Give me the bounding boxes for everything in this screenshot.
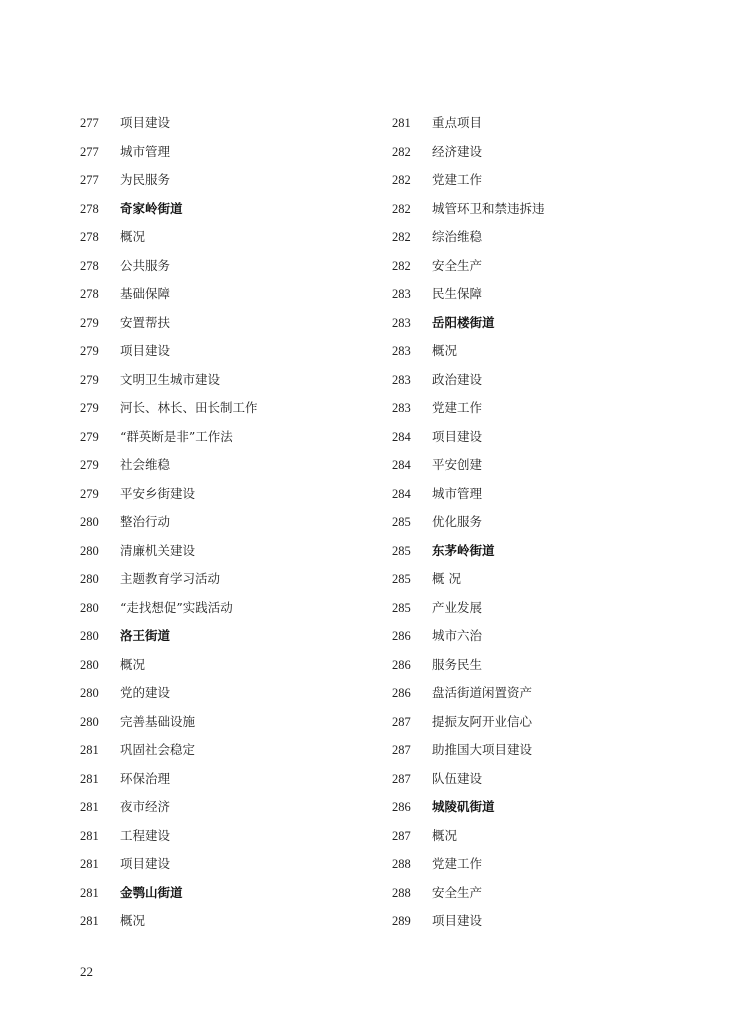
toc-entry-title: 助推国大项目建设 — [432, 742, 533, 757]
toc-entry-title: 城市六治 — [432, 628, 483, 643]
toc-page-number: 285 — [392, 543, 411, 558]
toc-page-number: 288 — [392, 857, 411, 871]
toc-entry-title: 主题教育学习活动 — [120, 571, 221, 586]
toc-page-number: 280 — [80, 515, 99, 529]
toc-entry — [80, 708, 380, 737]
toc-entry — [80, 337, 380, 366]
toc-entry — [392, 451, 712, 480]
toc-page-number: 281 — [392, 116, 411, 130]
toc-page-number: 284 — [392, 458, 411, 472]
toc-section-title: 洛王街道 — [120, 628, 171, 643]
toc-right-column — [392, 109, 712, 936]
toc-entry — [80, 565, 380, 594]
toc-entry — [80, 822, 380, 851]
toc-entry — [80, 309, 380, 338]
toc-section-title: 岳阳楼街道 — [432, 314, 495, 330]
toc-entry — [392, 166, 712, 195]
toc-entry-title: 基础保障 — [120, 286, 171, 301]
toc-entry-title: 党建工作 — [432, 856, 483, 871]
toc-page-number: 281 — [80, 828, 99, 843]
toc-entry — [392, 252, 712, 281]
toc-entry-title: 概况 — [432, 343, 458, 358]
toc-entry-title: “群英断是非”工作法 — [120, 428, 233, 444]
toc-entry — [80, 537, 380, 566]
toc-entry — [80, 480, 380, 509]
toc-section-heading — [392, 793, 712, 822]
toc-page-number: 286 — [392, 629, 411, 643]
toc-page-number: 280 — [80, 572, 99, 586]
toc-page-number: 282 — [392, 144, 411, 159]
toc-page-number: 278 — [80, 287, 99, 301]
toc-entry — [392, 508, 712, 537]
toc-page-number: 284 — [392, 486, 411, 501]
toc-page-number: 277 — [80, 144, 99, 159]
toc-entry-title: 服务民生 — [432, 656, 483, 672]
toc-entry-title: 概况 — [120, 913, 146, 928]
toc-entry — [392, 223, 712, 252]
toc-page-number: 285 — [392, 572, 411, 586]
toc-page-number: 278 — [80, 201, 99, 216]
toc-entry-title: 社会维稳 — [120, 457, 171, 472]
page-number: 22 — [80, 964, 93, 979]
toc-entry-title: 概况 — [120, 229, 146, 244]
toc-page-number: 280 — [80, 714, 99, 729]
toc-entry — [80, 594, 380, 623]
toc-page-number: 280 — [80, 629, 99, 643]
toc-page-number: 281 — [80, 857, 99, 871]
toc-page-number: 285 — [392, 515, 411, 529]
toc-entry — [80, 280, 380, 309]
toc-section-title: 金鹗山街道 — [120, 884, 183, 900]
toc-page-number: 279 — [80, 344, 99, 358]
toc-page-number: 285 — [392, 600, 411, 615]
toc-page-number: 281 — [80, 914, 99, 928]
toc-entry-title: 民生保障 — [432, 286, 483, 301]
toc-page-number: 287 — [392, 828, 411, 843]
toc-page-number: 279 — [80, 429, 99, 444]
toc-entry — [80, 850, 380, 879]
toc-entry-title: 安全生产 — [432, 257, 483, 273]
toc-section-heading — [80, 879, 380, 908]
toc-section-title: 东茅岭街道 — [432, 542, 495, 558]
toc-page-number: 286 — [392, 800, 411, 814]
toc-entry-title: 党的建设 — [120, 685, 171, 700]
toc-entry-title: 为民服务 — [120, 172, 171, 187]
toc-entry — [392, 366, 712, 395]
toc-entry-title: 公共服务 — [120, 257, 171, 273]
toc-page-number: 281 — [80, 800, 99, 814]
toc-entry — [80, 138, 380, 167]
toc-page-number: 286 — [392, 686, 411, 700]
toc-page-number: 283 — [392, 287, 411, 301]
toc-entry-title: 项目建设 — [120, 343, 171, 358]
toc-page-number: 287 — [392, 771, 411, 786]
toc-entry — [392, 622, 712, 651]
toc-entry — [392, 850, 712, 879]
toc-page-number: 280 — [80, 543, 99, 558]
toc-entry-title: 整治行动 — [120, 514, 171, 529]
toc-page-number: 283 — [392, 401, 411, 415]
toc-page-number: 279 — [80, 458, 99, 472]
toc-entry-title: 安置帮扶 — [120, 314, 171, 330]
toc-entry — [392, 337, 712, 366]
toc-entry-title: 优化服务 — [432, 514, 483, 529]
toc-entry-title: 平安乡街建设 — [120, 485, 196, 501]
toc-page-number: 280 — [80, 657, 99, 672]
toc-entry — [80, 109, 380, 138]
toc-entry — [80, 765, 380, 794]
toc-entry — [392, 736, 712, 765]
toc-entry — [80, 736, 380, 765]
toc-entry — [392, 394, 712, 423]
toc-page-number: 280 — [80, 600, 99, 615]
toc-entry — [392, 679, 712, 708]
toc-page-number: 279 — [80, 372, 99, 387]
toc-entry — [80, 366, 380, 395]
toc-entry-title: 河长、林长、田长制工作 — [120, 400, 258, 415]
toc-page-number: 279 — [80, 401, 99, 415]
toc-page-number: 279 — [80, 486, 99, 501]
toc-entry-title: 项目建设 — [120, 856, 171, 871]
toc-entry-title: 重点项目 — [432, 115, 483, 130]
toc-section-heading — [80, 622, 380, 651]
toc-page-number: 288 — [392, 885, 411, 900]
toc-entry — [80, 166, 380, 195]
toc-page-number: 282 — [392, 201, 411, 216]
toc-entry-title: 项目建设 — [432, 428, 483, 444]
toc-page-number: 282 — [392, 230, 411, 244]
toc-entry — [392, 879, 712, 908]
toc-section-heading — [392, 309, 712, 338]
toc-entry — [80, 907, 380, 936]
toc-entry-title: 党建工作 — [432, 400, 483, 415]
toc-entry — [392, 594, 712, 623]
toc-page-number: 282 — [392, 258, 411, 273]
toc-page-number: 282 — [392, 173, 411, 187]
toc-entry — [80, 508, 380, 537]
toc-page-number: 277 — [80, 173, 99, 187]
toc-page-number: 287 — [392, 714, 411, 729]
toc-section-heading — [392, 537, 712, 566]
toc-left-column — [80, 109, 380, 936]
toc-page-number: 289 — [392, 914, 411, 928]
toc-entry-title: 夜市经济 — [120, 799, 171, 814]
toc-entry — [392, 907, 712, 936]
toc-entry-title: 概况 — [120, 656, 146, 672]
toc-entry-title: 概 况 — [432, 571, 461, 586]
toc-entry — [80, 651, 380, 680]
toc-entry — [80, 451, 380, 480]
toc-page-number: 278 — [80, 258, 99, 273]
toc-entry — [392, 423, 712, 452]
toc-page-number: 277 — [80, 116, 99, 130]
toc-page-number: 283 — [392, 344, 411, 358]
toc-entry — [392, 109, 712, 138]
toc-entry — [392, 565, 712, 594]
toc-page-number: 280 — [80, 686, 99, 700]
toc-entry-title: 综治维稳 — [432, 229, 483, 244]
toc-entry-title: 产业发展 — [432, 599, 483, 615]
toc-entry-title: 项目建设 — [432, 913, 483, 928]
toc-page-number: 286 — [392, 657, 411, 672]
toc-entry-title: 安全生产 — [432, 884, 483, 900]
toc-entry — [392, 651, 712, 680]
toc-page-number: 283 — [392, 315, 411, 330]
toc-page-number: 281 — [80, 771, 99, 786]
toc-entry — [392, 708, 712, 737]
toc-entry — [80, 679, 380, 708]
toc-page-number: 287 — [392, 743, 411, 757]
toc-entry-title: 工程建设 — [120, 827, 171, 843]
toc-entry-title: “走找想促”实践活动 — [120, 599, 233, 615]
toc-entry-title: 文明卫生城市建设 — [120, 371, 221, 387]
toc-page-number: 283 — [392, 372, 411, 387]
toc-entry-title: 城市管理 — [120, 143, 171, 159]
toc-entry — [392, 822, 712, 851]
toc-entry — [392, 480, 712, 509]
toc-entry — [392, 195, 712, 224]
toc-entry — [80, 223, 380, 252]
toc-page-number: 281 — [80, 743, 99, 757]
toc-entry-title: 城市管理 — [432, 485, 483, 501]
toc-page-number: 278 — [80, 230, 99, 244]
toc-section-title: 奇家岭街道 — [120, 200, 183, 216]
toc-entry-title: 盘活街道闲置资产 — [432, 685, 533, 700]
toc-entry-title: 环保治理 — [120, 770, 171, 786]
toc-page-number: 284 — [392, 429, 411, 444]
toc-section-heading — [80, 195, 380, 224]
toc-entry — [392, 280, 712, 309]
toc-entry-title: 项目建设 — [120, 115, 171, 130]
toc-entry — [392, 138, 712, 167]
toc-entry-title: 巩固社会稳定 — [120, 742, 196, 757]
toc-entry — [80, 793, 380, 822]
toc-entry-title: 完善基础设施 — [120, 713, 196, 729]
toc-page-number: 279 — [80, 315, 99, 330]
toc-entry-title: 经济建设 — [432, 143, 483, 159]
toc-section-title: 城陵矶街道 — [432, 799, 495, 814]
toc-entry-title: 城管环卫和禁违拆违 — [432, 200, 545, 216]
toc-entry-title: 概况 — [432, 827, 458, 843]
toc-page-number: 281 — [80, 885, 99, 900]
toc-entry-title: 政治建设 — [432, 371, 483, 387]
toc-entry — [80, 394, 380, 423]
toc-entry-title: 队伍建设 — [432, 770, 483, 786]
toc-entry-title: 党建工作 — [432, 172, 483, 187]
toc-entry-title: 提振友阿开业信心 — [432, 713, 533, 729]
toc-entry — [80, 423, 380, 452]
toc-entry-title: 清廉机关建设 — [120, 542, 196, 558]
toc-entry-title: 平安创建 — [432, 457, 483, 472]
toc-entry — [392, 765, 712, 794]
toc-entry — [80, 252, 380, 281]
